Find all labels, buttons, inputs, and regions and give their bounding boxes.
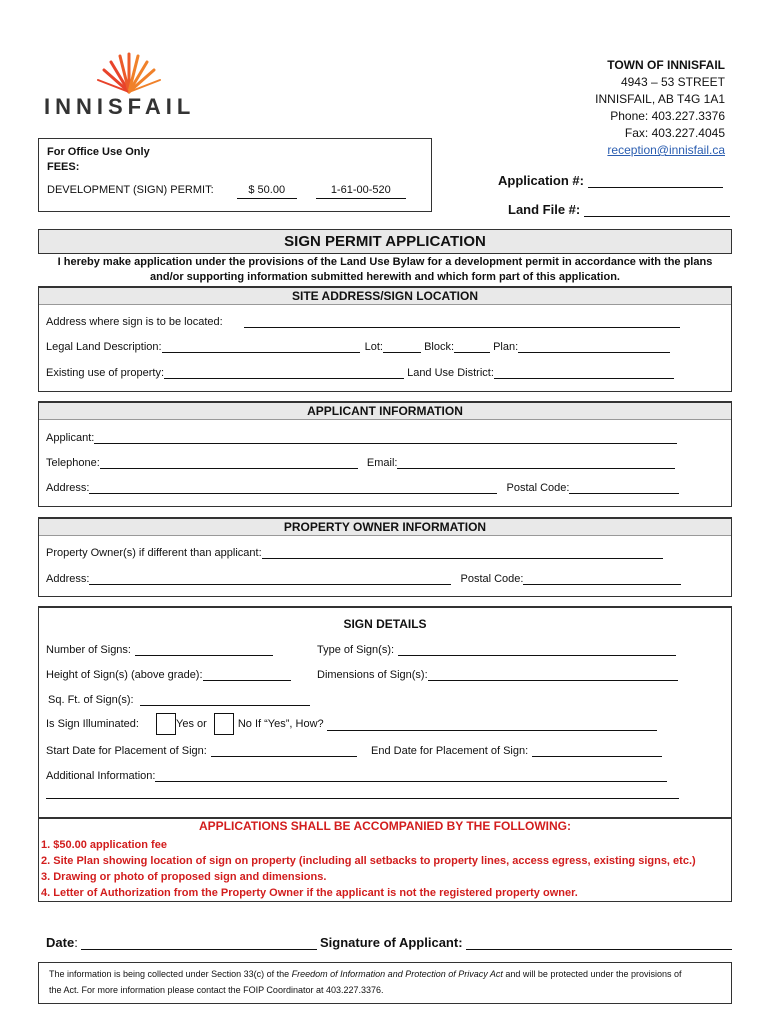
height-row	[46, 668, 291, 681]
illuminated-label: Is Sign Illuminated:	[46, 718, 139, 730]
email-label: Email:	[366, 457, 398, 469]
sqft-row	[48, 693, 310, 706]
applicant-heading: APPLICANT INFORMATION	[39, 403, 731, 420]
owner-address-label: Address:	[46, 573, 90, 585]
email-field[interactable]	[397, 456, 675, 469]
foip-act-name: Freedom of Information and Protection of Privacy Act	[291, 969, 503, 979]
logo-wordmark: INNISFAIL	[44, 94, 196, 119]
signature-row	[320, 935, 732, 950]
height-field[interactable]	[203, 668, 291, 681]
start-date-row	[46, 744, 357, 757]
permit-code: 1-61-00-520	[316, 183, 406, 199]
sign-heading: SIGN DETAILS	[39, 616, 731, 633]
number-signs-field[interactable]	[135, 643, 273, 656]
owner-postal-field[interactable]	[523, 572, 681, 585]
legal-label: Legal Land Description:	[46, 341, 162, 353]
plan-field[interactable]	[518, 340, 670, 353]
illuminated-row	[46, 713, 657, 735]
town-phone: Phone: 403.227.3376	[610, 109, 725, 123]
date-row: Date:	[46, 935, 317, 950]
end-date-row	[371, 744, 662, 757]
foip-line-2: the Act. For more information please contact the FOIP Coordinator at 403.227.3376.	[49, 985, 384, 995]
date-label: Date	[46, 935, 75, 950]
sqft-field[interactable]	[140, 693, 310, 706]
office-fees: FEES:	[47, 161, 80, 173]
applicant-label: Applicant:	[46, 432, 95, 444]
illuminated-no-checkbox[interactable]	[214, 713, 234, 735]
number-signs-label: Number of Signs:	[46, 644, 131, 656]
owner-label: Property Owner(s) if different than applicant:	[46, 547, 262, 559]
applicant-address-field[interactable]	[89, 481, 497, 494]
type-signs-row	[317, 643, 676, 656]
intro-line-2: and/or supporting information submitted herewith and which form part of this application.	[150, 271, 620, 283]
town-street: 4943 – 53 STREET	[620, 75, 725, 89]
applicant-row	[46, 431, 677, 444]
applicant-address-row	[46, 481, 679, 494]
requirements-heading: APPLICATIONS SHALL BE ACCOMPANIED BY THE FOLLOWING:	[199, 819, 571, 833]
illuminated-how-field[interactable]	[327, 718, 657, 731]
applicant-field[interactable]	[94, 431, 677, 444]
height-label: Height of Sign(s) (above grade):	[46, 669, 203, 681]
telephone-field[interactable]	[100, 456, 358, 469]
owner-address-field[interactable]	[89, 572, 451, 585]
sqft-label: Sq. Ft. of Sign(s):	[48, 694, 134, 706]
intro-text	[38, 255, 732, 285]
number-signs-row	[46, 643, 273, 656]
land-file-row	[508, 202, 730, 217]
additional-row	[46, 769, 667, 782]
application-label: Application #:	[498, 173, 584, 188]
site-address-row	[46, 315, 680, 328]
type-signs-field[interactable]	[398, 643, 676, 656]
logo	[44, 52, 204, 122]
start-date-label: Start Date for Placement of Sign:	[46, 745, 207, 757]
applicant-postal-field[interactable]	[569, 481, 679, 494]
form-title: SIGN PERMIT APPLICATION	[38, 229, 732, 254]
town-fax: Fax: 403.227.4045	[624, 126, 725, 140]
legal-field[interactable]	[162, 340, 360, 353]
permit-amount: $ 50.00	[237, 183, 297, 199]
existing-use-label: Existing use of property:	[46, 367, 165, 379]
dimensions-field[interactable]	[428, 668, 678, 681]
existing-use-field[interactable]	[164, 366, 404, 379]
office-heading: For Office Use Only	[47, 146, 150, 158]
land-file-label: Land File #:	[508, 202, 581, 217]
requirement-2: 2. Site Plan showing location of sign on property (including all setbacks to property lines, access egress, existing signs, etc.)	[41, 855, 696, 867]
plan-label: Plan:	[493, 341, 519, 353]
site-heading: SITE ADDRESS/SIGN LOCATION	[39, 288, 731, 305]
telephone-label: Telephone:	[46, 457, 100, 469]
sunburst-icon	[84, 52, 174, 94]
dimensions-label: Dimensions of Sign(s):	[317, 669, 428, 681]
requirement-3: 3. Drawing or photo of proposed sign and dimensions.	[41, 871, 327, 883]
foip-text-2: and will be protected under the provisions of	[502, 969, 682, 979]
additional-field-line-2[interactable]	[46, 798, 679, 799]
town-address	[475, 57, 725, 159]
foip-notice	[38, 962, 732, 1004]
land-file-field[interactable]	[584, 204, 730, 217]
existing-use-row	[46, 366, 674, 379]
owner-field[interactable]	[262, 546, 663, 559]
owner-row	[46, 546, 663, 559]
legal-row	[46, 340, 670, 353]
office-use-box	[38, 138, 432, 212]
type-signs-label: Type of Sign(s):	[317, 644, 395, 656]
town-email-link[interactable]: reception@innisfail.ca	[607, 143, 725, 157]
end-date-field[interactable]	[532, 744, 662, 757]
requirement-1: 1. $50.00 application fee	[41, 839, 167, 851]
sign-details-section	[38, 606, 732, 818]
illuminated-yes-checkbox[interactable]	[156, 713, 176, 735]
application-number-row	[498, 173, 723, 188]
application-number-field[interactable]	[588, 175, 723, 188]
telephone-row	[46, 456, 675, 469]
owner-address-row	[46, 572, 681, 585]
requirement-4: 4. Letter of Authorization from the Property Owner if the applicant is not the registered property owner.	[41, 887, 578, 899]
date-field[interactable]	[81, 937, 317, 950]
foip-text-1: The information is being collected under Section 33(c) of the	[49, 969, 292, 979]
intro-line-1: I hereby make application under the provisions of the Land Use Bylaw for a development permit in accordance with the plans	[57, 256, 713, 268]
site-address-label: Address where sign is to be located:	[46, 316, 223, 328]
block-label: Block:	[424, 341, 455, 353]
no-label: No If “Yes”, How?	[237, 718, 324, 730]
owner-heading: PROPERTY OWNER INFORMATION	[39, 519, 731, 536]
lot-field[interactable]	[383, 340, 421, 353]
block-field[interactable]	[454, 340, 490, 353]
additional-label: Additional Information:	[46, 770, 156, 782]
lot-label: Lot:	[364, 341, 383, 353]
permit-label: DEVELOPMENT (SIGN) PERMIT:	[47, 184, 214, 196]
town-city: INNISFAIL, AB T4G 1A1	[595, 92, 725, 106]
applicant-address-label: Address:	[46, 482, 90, 494]
applicant-postal-label: Postal Code:	[506, 482, 570, 494]
owner-postal-label: Postal Code:	[460, 573, 524, 585]
yes-label: Yes or	[176, 718, 207, 730]
end-date-label: End Date for Placement of Sign:	[371, 745, 529, 757]
start-date-field[interactable]	[211, 744, 357, 757]
land-use-district-label: Land Use District:	[407, 367, 494, 379]
additional-field[interactable]	[155, 769, 667, 782]
land-use-district-field[interactable]	[494, 366, 674, 379]
site-address-field[interactable]	[244, 315, 680, 328]
dimensions-row	[317, 668, 678, 681]
town-title: TOWN OF INNISFAIL	[607, 58, 725, 72]
signature-field[interactable]	[466, 937, 732, 950]
signature-label: Signature of Applicant:	[320, 935, 463, 950]
